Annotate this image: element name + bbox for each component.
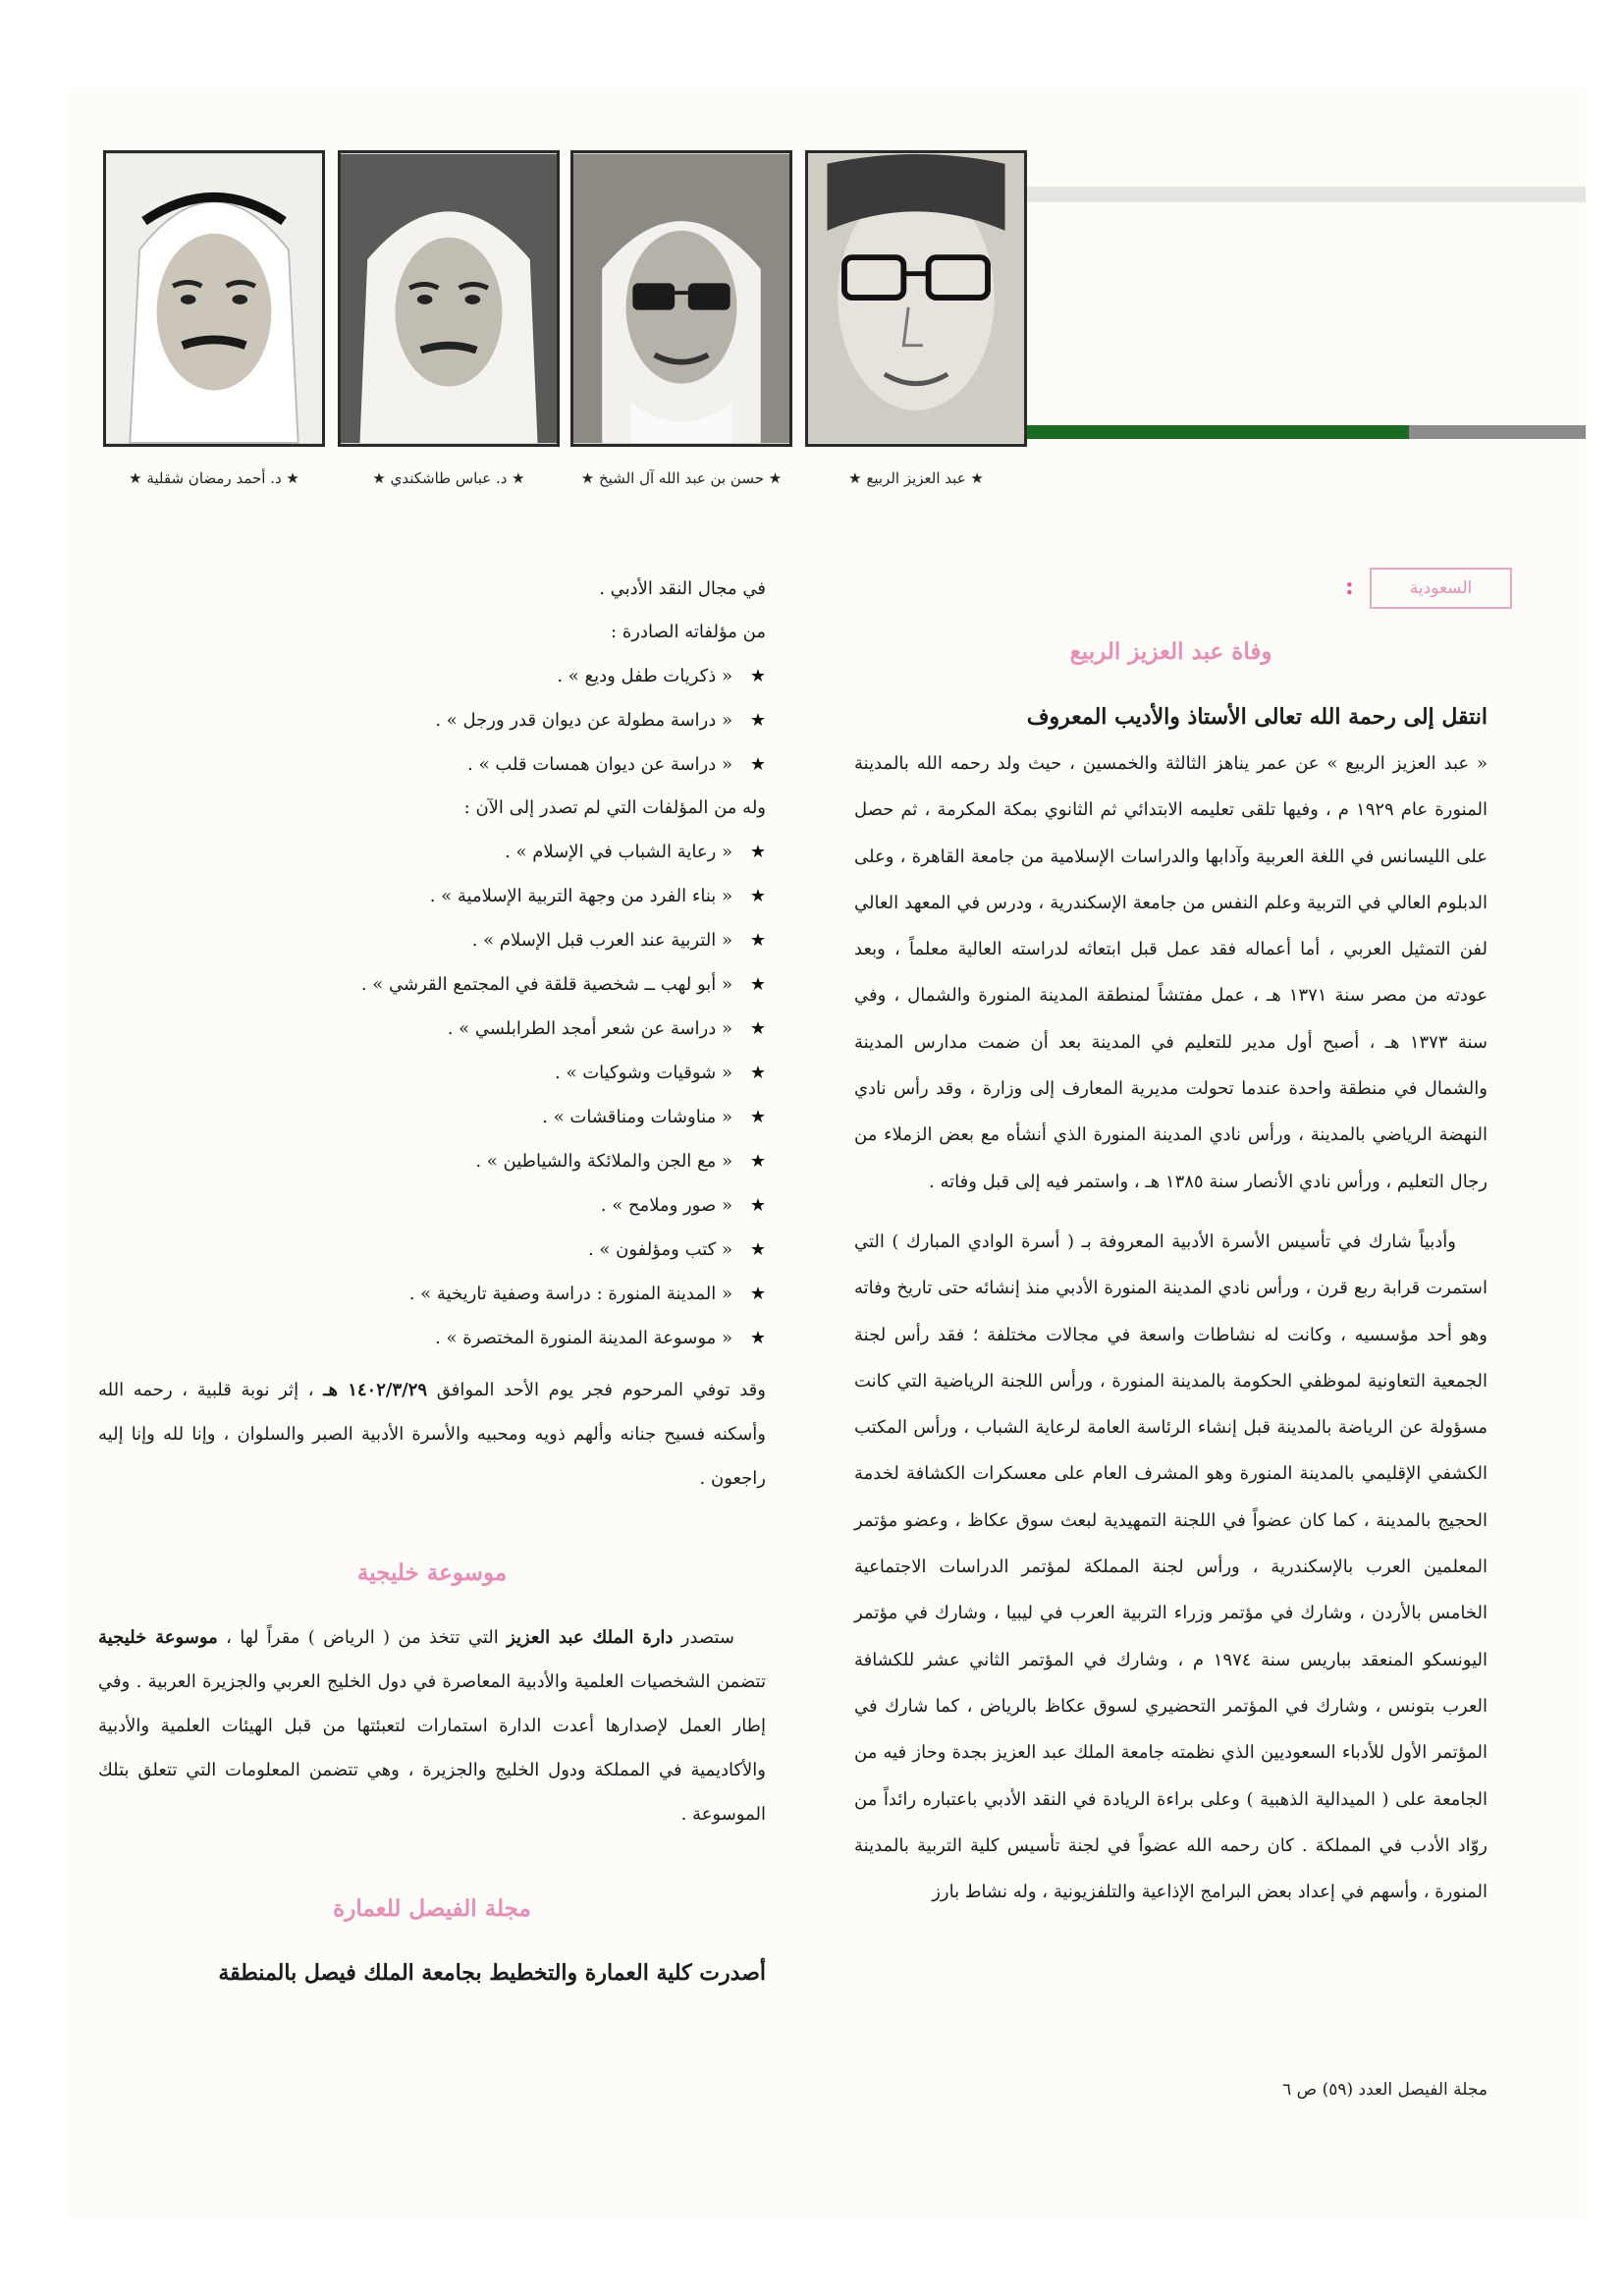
- published-intro: من مؤلفاته الصادرة :: [611, 622, 766, 642]
- list-item: ★ « التربية عند العرب قبل الإسلام » .: [98, 918, 766, 962]
- photo-hassan-alsheikh: [570, 150, 792, 447]
- photo-abbas-tashkandi: [338, 150, 560, 447]
- article-lead: انتقل إلى رحمة الله تعالى الأستاذ والأديب المعروف: [1026, 704, 1488, 730]
- list-item: ★ « مناوشات ومناقشات » .: [98, 1095, 766, 1139]
- star-icon: ★: [749, 1239, 766, 1260]
- list-item: ★ « صور وملامح » .: [98, 1183, 766, 1228]
- left-column: [98, 568, 766, 1995]
- decorative-bar-green: [967, 425, 1409, 439]
- unpublished-intro: وله من المؤلفات التي لم تصدر إلى الآن :: [463, 797, 766, 818]
- star-icon: ★: [749, 666, 766, 686]
- caption-photo-2: ★ حسن بن عبد الله آل الشيخ ★: [580, 469, 783, 487]
- star-icon: ★: [749, 1107, 766, 1127]
- portrait-ghutra-icon: [106, 153, 322, 444]
- list-item: ★ « المدينة المنورة : دراسة وصفية تاريخية » .: [98, 1272, 766, 1316]
- encyclopedia-heading: موسوعة خليجية: [356, 1559, 508, 1586]
- unpublished-list: [98, 830, 766, 1360]
- star-icon: ★: [749, 974, 766, 995]
- star-icon: ★: [749, 1063, 766, 1083]
- star-icon: ★: [749, 886, 766, 906]
- continuation-line: في مجال النقد الأدبي .: [599, 578, 766, 599]
- star-icon: ★: [749, 1151, 766, 1172]
- list-item: ★ « شوقيات وشوكيات » .: [98, 1051, 766, 1095]
- article-paragraph-2: وأدبياً شارك في تأسيس الأسرة الأدبية المعروفة بـ ( أسرة الوادي المبارك ) التي استمرت قرابة ربع قرن ، ورأس نادي المدينة المنورة الأدبي منذ إنشائه حتى تاريخ وفاته وهو أحد مؤسسيه ، وكانت له نشاطات واسعة في مجالات مختلفة ؛ فقد رأس لجنة الجمعية التعاونية لموظفي الحكومة بالمدينة المنورة ، ورأس اللجنة الرياضية التي كانت مسؤولة عن الرياضة بالمدينة قبل إنشاء الرئاسة العامة لرعاية الشباب ، ورأس المكتب الكشفي الإقليمي بالمدينة المنورة وهو المشرف العام على معسكرات الكشافة لخدمة الحجيج بالمدينة ، كما كان عضواً في اللجنة التمهيدية لبعث سوق عكاظ ، وعضو مؤتمر المعلمين العرب بالإسكندرية ، ورأس لجنة المملكة لمؤتمر الدراسات الاجتماعية الخامس بالأردن ، وشارك في مؤتمر وزراء التربية العرب في ليبيا ، وشارك في مؤتمر اليونسكو المنعقد بباريس سنة ١٩٧٤ م ، وشارك في المؤتمر الثاني عشر للكشافة العرب بتونس ، وشارك في المؤتمر التحضيري لسوق عكاظ بالرياض ، كما شارك في المؤتمر الأول للأدباء السعوديين الذي نظمته جامعة الملك عبد العزيز بجدة وحاز فيه من الجامعة على ( الميدالية الذهبية ) وعلى براءة الريادة في النقد الأدبي باعتباره رائداً من روّاد الأدب في المملكة . كان رحمه الله عضواً في لجنة تأسيس كلية التربية بالمدينة المنورة ، وأسهم في إعداد بعض البرامج الإذاعية والتلفزيونية ، وله نشاط بارز: [854, 1230, 1488, 1903]
- encyclopedia-paragraph: ستصدر دارة الملك عبد العزيز التي تتخذ من ( الرياض ) مقراً لها ، موسوعة خليجية تتضمن الشخصيات العلمية والأدبية المعاصرة في دول الخليج العربي والجزيرة العربية . وفي إطار العمل لإصدارها أعدت الدارة استمارات لتعبئتها من قبل الهيئات العلمية والأدبية والأكاديمية في المملكة ودول الخليج والجزيرة ، وهي تتضمن المعلومات التي تتعلق بتلك الموسوعة .: [98, 1627, 766, 1825]
- list-item: ★ « مع الجن والملائكة والشياطين » .: [98, 1139, 766, 1183]
- star-icon: ★: [749, 1195, 766, 1216]
- portrait-glasses-icon: [808, 153, 1024, 444]
- star-icon: ★: [749, 842, 766, 862]
- list-item: ★ « دراسة مطولة عن ديوان قدر ورجل » .: [98, 698, 766, 742]
- right-column: [854, 638, 1488, 1929]
- caption-photo-4: ★ د. أحمد رمضان شقلية ★: [129, 469, 299, 487]
- death-note: وقد توفي المرحوم فجر يوم الأحد الموافق ١٤٠٢/٣/٢٩ هـ ، إثر نوبة قلبية ، رحمه الله وأسكنه فسيح جنانه وألهم ذويه ومحبيه والأسرة الأدبية الصبر والسلوان ، وإنا لله وإنا إليه راجعون .: [98, 1380, 766, 1489]
- portrait-sunglasses-icon: [573, 153, 789, 444]
- death-date: ١٤٠٢/٣/٢٩ هـ: [323, 1380, 428, 1400]
- article-title: وفاة عبد العزيز الربيع: [1069, 638, 1272, 665]
- majalla-heading: مجلة الفيصل للعمارة: [333, 1895, 531, 1922]
- star-icon: ★: [749, 1328, 766, 1348]
- photo-ahmad-shaqliya: [103, 150, 325, 447]
- section-tag: السعودية: [1370, 568, 1512, 609]
- caption-photo-1: ★ عبد العزيز الربيع ★: [848, 469, 984, 487]
- caption-photo-3: ★ د. عباس طاشكندي ★: [372, 469, 525, 487]
- portrait-headdress-icon: [341, 153, 557, 444]
- star-icon: ★: [749, 930, 766, 951]
- list-item: ★ « دراسة عن شعر أمجد الطرابلسي » .: [98, 1007, 766, 1051]
- star-icon: ★: [749, 754, 766, 775]
- list-item: ★ « كتب ومؤلفون » .: [98, 1228, 766, 1272]
- list-item: ★ « بناء الفرد من وجهة التربية الإسلامية » .: [98, 874, 766, 918]
- page-footer: مجلة الفيصل العدد (٥٩) ص ٦: [1282, 2080, 1488, 2100]
- star-icon: ★: [749, 1018, 766, 1039]
- list-item: ★ « أبو لهب ــ شخصية قلقة في المجتمع القرشي » .: [98, 962, 766, 1007]
- list-item: ★ « موسوعة المدينة المنورة المختصرة » .: [98, 1316, 766, 1360]
- published-list: [98, 654, 766, 787]
- star-icon: ★: [749, 1284, 766, 1304]
- majalla-lead: أصدرت كلية العمارة والتخطيط بجامعة الملك فيصل بالمنطقة: [218, 1960, 766, 1986]
- list-item: ★ « ذكريات طفل وديع » .: [98, 654, 766, 698]
- article-paragraph-1: « عبد العزيز الربيع » عن عمر يناهز الثالثة والخمسين ، حيث ولد رحمه الله بالمدينة المنورة عام ١٩٢٩ م ، وفيها تلقى تعليمه الابتدائي ثم الثانوي بمكة المكرمة ، ثم حصل على الليسانس في اللغة العربية وآدابها والدراسات الإسلامية من جامعة القاهرة ، وعلى الدبلوم العالي في التربية وعلم النفس من جامعة الإسكندرية ، ودرس في المعهد العالي لفن التمثيل العربي ، أما أعماله فقد عمل قبل ابتعاثه لدراسته العالية معلماً ، وبعد عودته من مصر سنة ١٣٧١ هـ ، عمل مفتشاً لمنطقة المدينة المنورة والشمال ، وفي سنة ١٣٧٣ هـ ، أصبح أول مدير للتعليم في المدينة بعد أن ضمت مدارس المدينة والشمال في منطقة واحدة عندما تحولت مديرية المعارف إلى وزارة ، وقد رأس نادي النهضة الرياضي بالمدينة ، ورأس نادي المدينة المنورة الذي أنشأه مع بعض الزملاء من رجال التعليم ، ورأس نادي الأنصار سنة ١٣٨٥ هـ ، واستمر فيه إلى قبل وفاته .: [854, 753, 1488, 1192]
- list-item: ★ « دراسة عن ديوان همسات قلب » .: [98, 742, 766, 787]
- decorative-bar-gray: [1409, 425, 1586, 439]
- list-item: ★ « رعاية الشباب في الإسلام » .: [98, 830, 766, 874]
- star-icon: ★: [749, 710, 766, 731]
- photo-abdulaziz-alrabie: [805, 150, 1027, 447]
- section-tag-mark: :: [1345, 572, 1354, 600]
